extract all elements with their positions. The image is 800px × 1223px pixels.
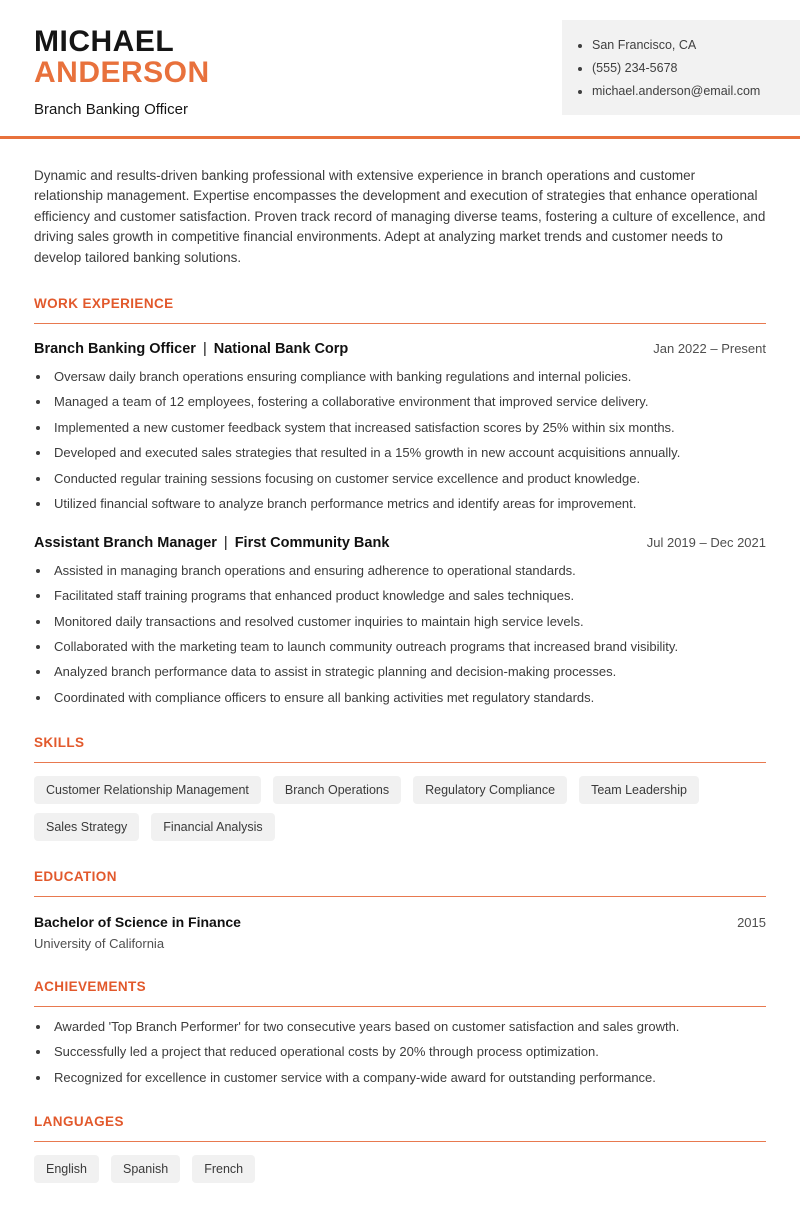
section-title-achievements: ACHIEVEMENTS	[34, 979, 766, 1007]
job-bullet: • Managed a team of 12 employees, fostering a collaborative environment that improved service delivery.	[51, 394, 766, 411]
contact-item: • michael.anderson@email.com	[592, 84, 786, 98]
job-title-line	[34, 535, 389, 551]
section-languages	[34, 1114, 766, 1183]
section-title-education: EDUCATION	[34, 869, 766, 897]
section-title-skills: SKILLS	[34, 735, 766, 763]
job-bullet: • Developed and executed sales strategies that resulted in a 15% growth in new account acquisitions annually.	[51, 445, 766, 462]
job-bullet: • Assisted in managing branch operations and ensuring adherence to operational standards.	[51, 563, 766, 580]
language-chip: Spanish	[111, 1155, 180, 1183]
summary-paragraph: Dynamic and results-driven banking professional with extensive experience in branch operations and customer relationship management. Expertise encompasses the development and execution of strategies that enhance operational efficiency and customer satisfaction. Proven track record of managing diverse teams, fostering a culture of excellence, and driving sales growth in competitive financial environments. Adept at analyzing market trends and customer needs to develop tailored banking solutions.	[34, 168, 766, 265]
skill-chip: Team Leadership	[579, 776, 699, 804]
job-header	[34, 535, 766, 551]
languages-chip-list	[34, 1155, 766, 1183]
job-company: First Community Bank	[234, 534, 390, 551]
language-chip: French	[192, 1155, 255, 1183]
last-name: ANDERSON	[34, 56, 210, 89]
job-bullet: • Facilitated staff training programs that enhanced product knowledge and sales techniques.	[51, 588, 766, 605]
pipe-separator: |	[202, 341, 207, 358]
contact-item: • San Francisco, CA	[592, 38, 786, 52]
contact-list	[576, 38, 786, 98]
job-bullet: • Monitored daily transactions and resolved customer inquiries to maintain high service levels.	[51, 614, 766, 631]
achievement-bullet: • Successfully led a project that reduced operational costs by 20% through process optimization.	[51, 1044, 766, 1061]
section-achievements	[34, 979, 766, 1087]
job-role: Assistant Branch Manager	[34, 534, 217, 551]
job-header	[34, 341, 766, 357]
section-title-languages: LANGUAGES	[34, 1114, 766, 1142]
job-role: Branch Banking Officer	[34, 341, 196, 358]
pipe-separator: |	[223, 534, 228, 551]
education-header	[34, 914, 766, 930]
job-bullet: • Implemented a new customer feedback system that increased satisfaction scores by 25% within six months.	[51, 420, 766, 437]
header-job-title: Branch Banking Officer	[34, 101, 188, 118]
job-dates: Jul 2019 – Dec 2021	[646, 534, 766, 550]
job-bullet: • Collaborated with the marketing team to launch community outreach programs that increased brand visibility.	[51, 639, 766, 656]
skill-chip: Customer Relationship Management	[34, 776, 261, 804]
job-company: National Bank Corp	[213, 341, 349, 358]
candidate-name	[34, 26, 210, 88]
skill-chip: Financial Analysis	[151, 813, 274, 841]
degree-name: Bachelor of Science in Finance	[34, 913, 241, 930]
header-identity	[34, 0, 210, 118]
job-bullet: • Conducted regular training sessions focusing on customer service excellence and product knowledge.	[51, 471, 766, 488]
skills-chip-list	[34, 776, 766, 841]
job-bullet: • Oversaw daily branch operations ensuring compliance with banking regulations and internal policies.	[51, 369, 766, 386]
first-name: MICHAEL	[34, 25, 175, 58]
achievement-bullet-list	[34, 1019, 766, 1087]
section-work-experience	[34, 296, 766, 707]
graduation-year: 2015	[737, 914, 766, 930]
job-bullet: • Coordinated with compliance officers to ensure all banking activities met regulatory standards.	[51, 690, 766, 707]
job-entry	[34, 341, 766, 513]
contact-box	[562, 20, 800, 115]
skill-chip: Branch Operations	[273, 776, 401, 804]
resume-body	[0, 166, 800, 1223]
job-title-line	[34, 341, 348, 357]
job-dates: Jan 2022 – Present	[653, 341, 766, 357]
language-chip: English	[34, 1155, 99, 1183]
achievement-bullet: • Awarded 'Top Branch Performer' for two consecutive years based on customer satisfaction and sales growth.	[51, 1019, 766, 1036]
achievement-bullet: • Recognized for excellence in customer service with a company-wide award for outstanding performance.	[51, 1070, 766, 1087]
job-entry	[34, 535, 766, 707]
job-bullet-list	[34, 369, 766, 513]
education-entry	[34, 914, 766, 951]
contact-item: • (555) 234-5678	[592, 61, 786, 75]
header	[0, 0, 800, 139]
job-bullet: • Utilized financial software to analyze branch performance metrics and identify areas for improvement.	[51, 496, 766, 513]
skill-chip: Regulatory Compliance	[413, 776, 567, 804]
job-bullet: • Analyzed branch performance data to assist in strategic planning and decision-making processes.	[51, 664, 766, 681]
section-title-work-experience: WORK EXPERIENCE	[34, 296, 766, 324]
skill-chip: Sales Strategy	[34, 813, 139, 841]
school-name: University of California	[34, 935, 165, 951]
section-skills	[34, 735, 766, 841]
job-bullet-list	[34, 563, 766, 707]
section-education	[34, 869, 766, 951]
